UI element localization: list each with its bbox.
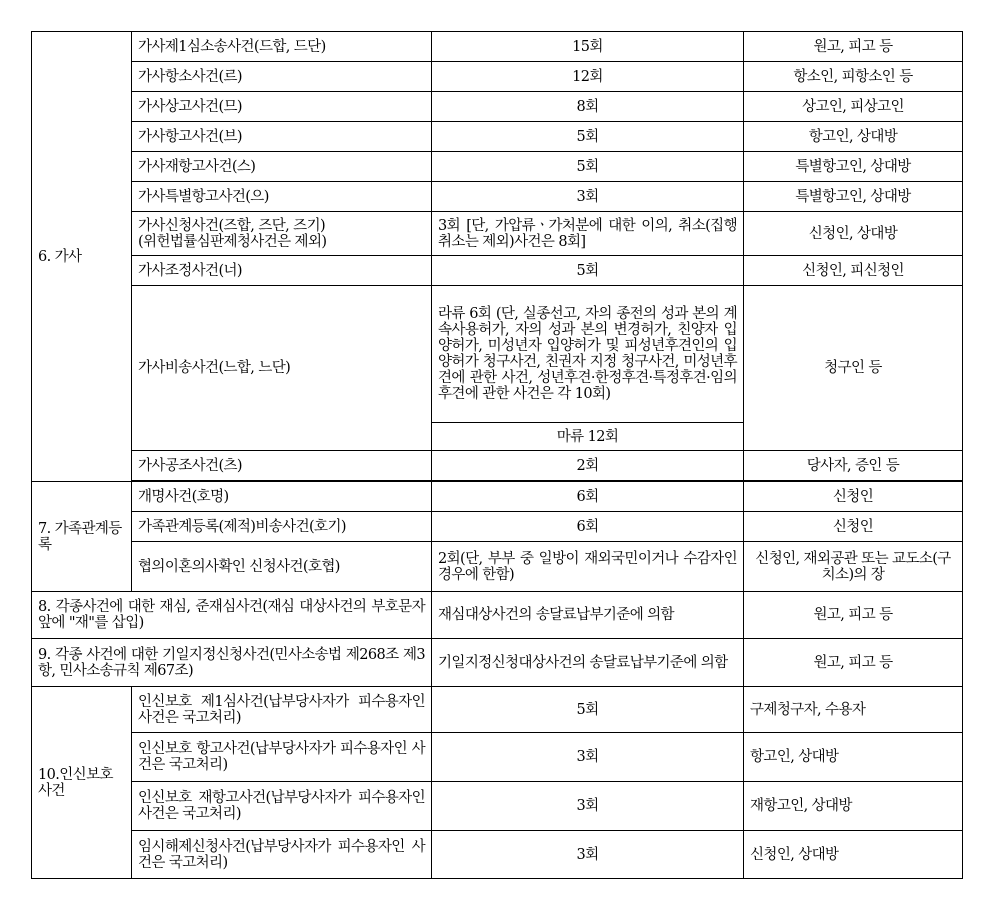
case-name: 개명사건(호명) [132,482,432,512]
payer: 특별항고인, 상대방 [744,182,963,212]
case-name: 가사재항고사건(스) [132,152,432,182]
fee-count: 6회 [432,512,744,542]
case-name: 임시해제신청사건(납부당사자가 피수용자인 사건은 국고처리) [132,831,432,879]
fee-count: 5회 [432,687,744,733]
fee-count: 마류 12회 [432,423,744,451]
fee-count: 3회 [432,782,744,831]
fee-count: 라류 6회 (단, 실종선고, 자의 종전의 성과 본의 계속사용허가, 자의 성과 본의 변경허가, 친양자 입양허가, 미성년자 입양허가 및 피성년후견인의 입양허가 청구사건, 친권자 지정 청구사건, 미성년후견에 관한 사건, 성년후견·한정후견·특정후견·임의후견에 관한 사건은 각 10회) [432,286,744,423]
payer: 구제청구자, 수용자 [744,687,963,733]
payer: 신청인, 피신청인 [744,256,963,286]
table-row [32,687,963,733]
fee-count: 3회 [단, 가압류ㆍ가처분에 대한 이의, 취소(집행취소는 제외)사건은 8회] [432,212,744,256]
table-row [32,542,963,592]
fee-count: 2회(단, 부부 중 일방이 재외국민이거나 수감자인 경우에 한함) [432,542,744,592]
table-row [32,512,963,542]
payer: 당사자, 증인 등 [744,451,963,481]
case-name: 가사항소사건(르) [132,62,432,92]
table-row [32,831,963,879]
case-name: 가사상고사건(므) [132,92,432,122]
fee-count: 3회 [432,182,744,212]
fee-count: 기일지정신청대상사건의 송달료납부기준에 의함 [432,639,744,687]
payer: 신청인, 재외공관 또는 교도소(구치소)의 장 [744,542,963,592]
case-name: 가사조정사건(너) [132,256,432,286]
table-row [32,182,963,212]
category-registry: 7. 가족관계등록 [32,482,132,592]
fee-count: 5회 [432,122,744,152]
fee-count: 12회 [432,62,744,92]
case-name-note: (위헌법률심판제청사건은 제외) [138,233,327,250]
table-row [32,286,963,423]
case-name [132,212,432,256]
table-row [32,482,963,512]
payer: 신청인, 상대방 [744,831,963,879]
table-row [32,92,963,122]
payer: 원고, 피고 등 [744,32,963,62]
payer: 신청인 [744,482,963,512]
payer: 신청인 [744,512,963,542]
table-row [32,592,963,639]
case-name: 가사제1심소송사건(드합, 드단) [132,32,432,62]
fee-count: 15회 [432,32,744,62]
payer: 상고인, 피상고인 [744,92,963,122]
case-name: 인신보호 재항고사건(납부당사자가 피수용자인 사건은 국고처리) [132,782,432,831]
case-name: 가사비송사건(느합, 느단) [132,286,432,451]
payer: 항고인, 상대방 [744,122,963,152]
payer: 재항고인, 상대방 [744,782,963,831]
case-name: 가족관계등록(제적)비송사건(호기) [132,512,432,542]
payer: 항고인, 상대방 [744,733,963,782]
case-name: 가사항고사건(브) [132,122,432,152]
table-row [32,782,963,831]
table-row [32,152,963,182]
fee-count: 6회 [432,482,744,512]
case-name: 가사공조사건(츠) [132,451,432,481]
fee-count: 3회 [432,831,744,879]
payer: 청구인 등 [744,286,963,451]
table-row [32,32,963,62]
table-row [32,733,963,782]
case-name: 인신보호 항고사건(납부당사자가 피수용자인 사건은 국고처리) [132,733,432,782]
fee-count: 5회 [432,256,744,286]
fee-count: 2회 [432,451,744,481]
table-row [32,62,963,92]
fee-count: 3회 [432,733,744,782]
table-row [32,212,963,256]
payer: 특별항고인, 상대방 [744,152,963,182]
case-name-line: 가사신청사건(즈합, 즈단, 즈기) [138,217,326,234]
case-name: 협의이혼의사확인 신청사건(호협) [132,542,432,592]
category-protection: 10.인신보호사건 [32,687,132,879]
payer: 신청인, 상대방 [744,212,963,256]
payer: 원고, 피고 등 [744,639,963,687]
fee-count: 재심대상사건의 송달료납부기준에 의함 [432,592,744,639]
fee-count: 5회 [432,152,744,182]
case-name: 9. 각종 사건에 대한 기일지정신청사건(민사소송법 제268조 제3항, 민사소송규칙 제67조) [32,639,432,687]
table-row [32,122,963,152]
payer: 원고, 피고 등 [744,592,963,639]
case-name: 가사특별항고사건(으) [132,182,432,212]
fee-count: 8회 [432,92,744,122]
case-name: 인신보호 제1심사건(납부당사자가 피수용자인 사건은 국고처리) [132,687,432,733]
service-fee-table [31,31,963,879]
category-family: 6. 가사 [32,32,132,482]
case-name: 8. 각종사건에 대한 재심, 준재심사건(재심 대상사건의 부호문자 앞에 "재"를 삽입) [32,592,432,639]
table-row [32,639,963,687]
table-row [32,256,963,286]
table-row [32,451,963,481]
payer: 항소인, 피항소인 등 [744,62,963,92]
